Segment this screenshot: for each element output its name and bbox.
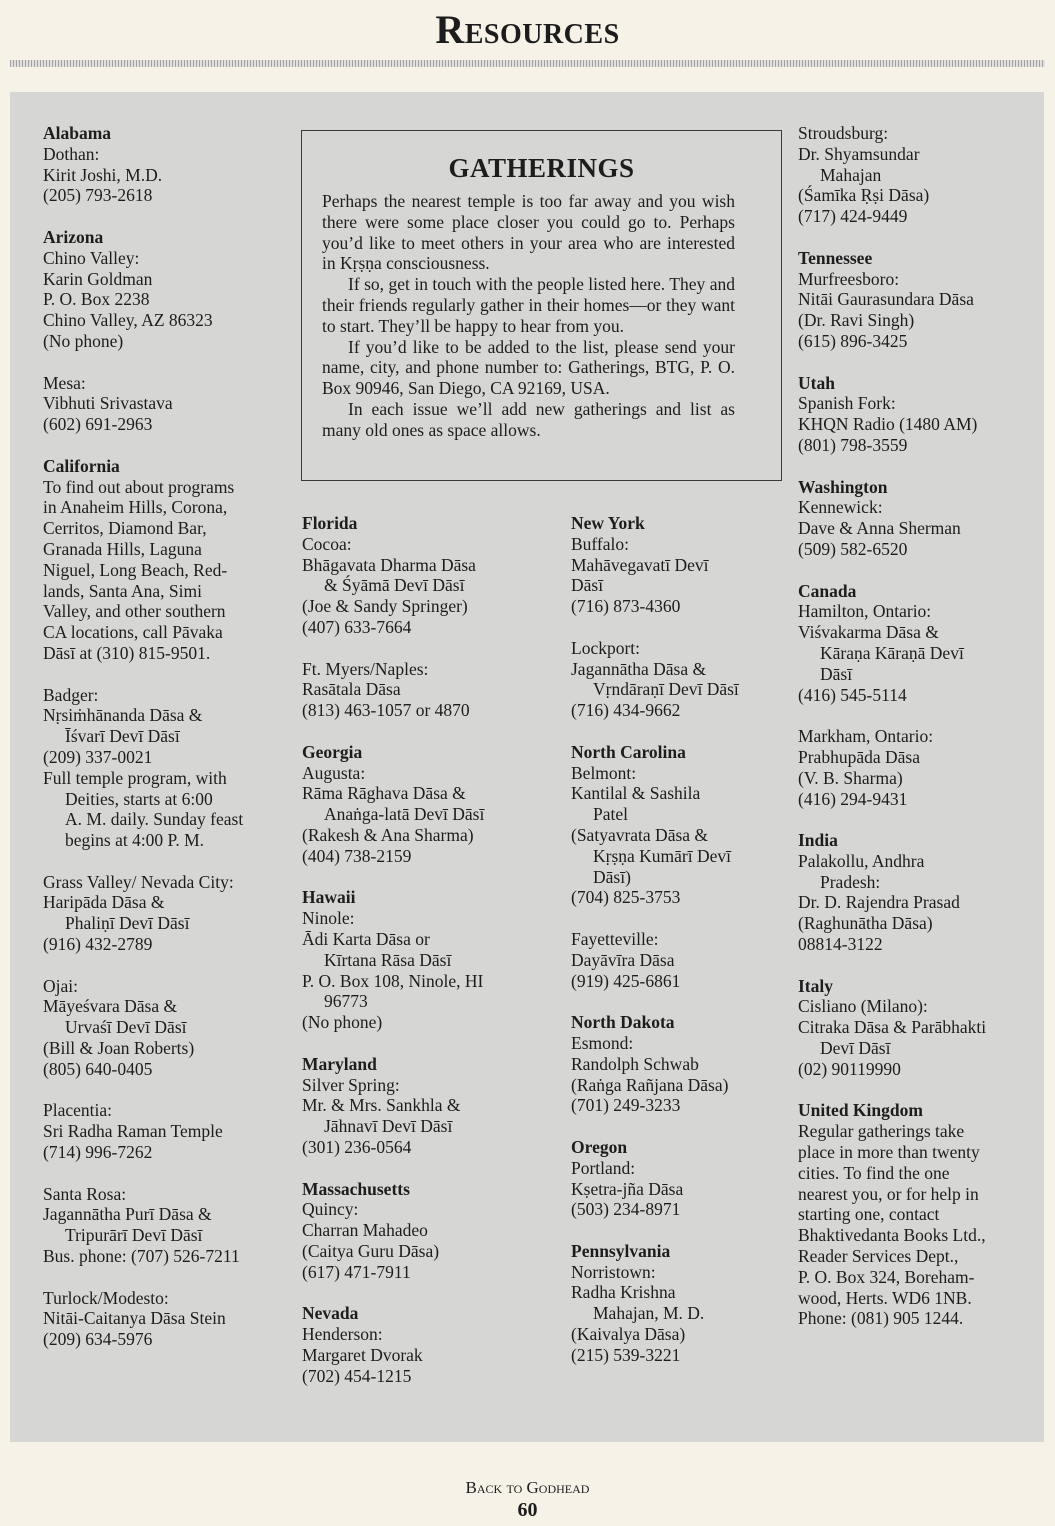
listing-line: Henderson: xyxy=(302,1324,383,1345)
listing-line: nearest you, or for help in xyxy=(798,1183,979,1204)
listing-line: Urvaśī Devī Dāsī xyxy=(65,1017,187,1038)
listing-entry xyxy=(571,513,781,617)
listing-entry xyxy=(43,872,283,955)
listing-line: (716) 873-4360 xyxy=(571,596,681,617)
listing-line: Dothan: xyxy=(43,143,100,164)
listing-line: Kṛṣṇa Kumārī Devī xyxy=(593,845,732,866)
listing-line: Nitāi Gaurasundara Dāsa xyxy=(798,289,974,310)
listing-entry xyxy=(571,929,781,991)
listing-line: Kṣetra-jña Dāsa xyxy=(571,1178,684,1199)
state-heading: Pennsylvania xyxy=(571,1240,671,1261)
listing-line: Charran Mahadeo xyxy=(302,1220,428,1241)
state-heading: United Kingdom xyxy=(798,1100,923,1121)
listing-line: 96773 xyxy=(324,991,368,1012)
listing-line: Kāraṇa Kāraṇā Devī xyxy=(820,642,964,663)
listing-entry xyxy=(43,456,283,664)
listing-line: (813) 463-1057 or 4870 xyxy=(302,700,470,721)
listing-line: (Satyavrata Dāsa & xyxy=(571,824,709,845)
listing-entry xyxy=(571,1137,781,1220)
listing-line: (717) 424-9449 xyxy=(798,206,908,227)
listing-entry xyxy=(798,581,1028,706)
listing-line: Māyeśvara Dāsa & xyxy=(43,996,178,1017)
listing-line: Valley, and other southern xyxy=(43,601,226,622)
gatherings-paragraph: In each issue we’ll add new gatherings and list as many old ones as space allows. xyxy=(322,398,735,440)
listing-line: Grass Valley/ Nevada City: xyxy=(43,871,234,892)
listing-line: Dr. D. Rajendra Prasad xyxy=(798,892,960,913)
state-heading: Oregon xyxy=(571,1136,628,1157)
listing-entry xyxy=(43,1288,283,1350)
listing-line: Regular gatherings take xyxy=(798,1121,965,1142)
listing-line: Granada Hills, Laguna xyxy=(43,538,202,559)
listing-line: Īśvarī Devī Dāsī xyxy=(65,726,180,747)
state-heading: Maryland xyxy=(302,1053,377,1074)
listing-line: (416) 294-9431 xyxy=(798,788,908,809)
listing-line: Esmond: xyxy=(571,1032,634,1053)
listing-line: Sri Radha Raman Temple xyxy=(43,1121,223,1142)
listing-line: Viśvakarma Dāsa & xyxy=(798,622,939,643)
listing-line: Haripāda Dāsa & xyxy=(43,892,165,913)
listing-line: KHQN Radio (1480 AM) xyxy=(798,414,978,435)
listing-line: lands, Santa Ana, Simi xyxy=(43,580,202,601)
listing-line: Vṛndāraṇī Devī Dāsī xyxy=(593,679,739,700)
listing-line: Vibhuti Srivastava xyxy=(43,393,173,414)
listing-line: Dave & Anna Sherman xyxy=(798,518,961,539)
listing-entry xyxy=(571,638,781,721)
listing-line: Margaret Dvorak xyxy=(302,1344,423,1365)
listing-line: Murfreesboro: xyxy=(798,268,900,289)
listing-line: Phone: (081) 905 1244. xyxy=(798,1308,964,1329)
listing-line: To find out about programs xyxy=(43,476,235,497)
listing-line: & Śyāmā Devī Dāsī xyxy=(324,575,465,596)
listing-line: Turlock/Modesto: xyxy=(43,1287,169,1308)
listing-line: Kennewick: xyxy=(798,497,883,518)
listing-line: (602) 691-2963 xyxy=(43,414,153,435)
listing-line: (805) 640-0405 xyxy=(43,1058,153,1079)
state-heading: Nevada xyxy=(302,1303,359,1324)
listing-line: P. O. Box 108, Ninole, HI xyxy=(302,970,484,991)
listing-line: (Kaivalya Dāsa) xyxy=(571,1324,686,1345)
listing-line: (No phone) xyxy=(302,1012,383,1033)
listing-line: wood, Herts. WD6 1NB. xyxy=(798,1287,972,1308)
listing-line: Chino Valley: xyxy=(43,247,140,268)
listing-line: Dāsī xyxy=(571,575,604,596)
listing-line: (V. B. Sharma) xyxy=(798,767,903,788)
listing-line: A. M. daily. Sunday feast xyxy=(65,809,244,830)
listing-line: Buffalo: xyxy=(571,533,630,554)
gatherings-paragraph: If you’d like to be added to the list, please send your name, city, and phone number to: Gatherings, BTG, P. O. Box 90946, San Diego, CA 92169, USA. xyxy=(322,336,735,399)
listing-entry xyxy=(43,227,283,352)
listing-line: (701) 249-3233 xyxy=(571,1095,681,1116)
state-heading: Tennessee xyxy=(798,247,873,268)
listing-line: (209) 337-0021 xyxy=(43,746,153,767)
listing-line: cities. To find the one xyxy=(798,1162,950,1183)
listing-entry xyxy=(571,1012,781,1116)
listing-entry xyxy=(302,513,552,638)
listing-line: Mr. & Mrs. Sankhla & xyxy=(302,1095,461,1116)
state-heading: Utah xyxy=(798,372,835,393)
listing-line: (617) 471-7911 xyxy=(302,1261,411,1282)
listing-entry xyxy=(798,477,1028,560)
listing-entry xyxy=(43,123,283,206)
listing-entry xyxy=(43,373,283,435)
listing-line: (Caitya Guru Dāsa) xyxy=(302,1240,440,1261)
listing-line: (704) 825-3753 xyxy=(571,887,681,908)
state-heading: North Carolina xyxy=(571,741,686,762)
listing-line: Augusta: xyxy=(302,762,366,783)
listing-line: Devī Dāsī xyxy=(820,1038,891,1059)
listing-entry xyxy=(798,248,1028,352)
listing-line: Belmont: xyxy=(571,762,637,783)
listing-line: (702) 454-1215 xyxy=(302,1365,412,1386)
listing-line: (209) 634-5976 xyxy=(43,1329,153,1350)
listing-line: Silver Spring: xyxy=(302,1074,400,1095)
listing-entry xyxy=(43,976,283,1080)
listing-column-3 xyxy=(571,513,781,1366)
listing-line: starting one, contact xyxy=(798,1204,940,1225)
listing-line: Kīrtana Rāsa Dāsī xyxy=(324,949,452,970)
listing-entry xyxy=(798,976,1028,1080)
listing-line: (215) 539-3221 xyxy=(571,1344,681,1365)
listing-line: (919) 425-6861 xyxy=(571,970,681,991)
listing-column-4 xyxy=(798,123,1028,1329)
listing-line: Radha Krishna xyxy=(571,1282,676,1303)
listing-line: Anaṅga-latā Devī Dāsī xyxy=(324,804,485,825)
state-heading: India xyxy=(798,830,838,851)
listing-entry xyxy=(302,742,552,867)
listing-entry xyxy=(571,1241,781,1366)
listing-line: Santa Rosa: xyxy=(43,1183,127,1204)
listing-entry xyxy=(571,742,781,908)
listing-line: Jāhnavī Devī Dāsī xyxy=(324,1116,453,1137)
listing-line: Patel xyxy=(593,804,628,825)
listing-entry xyxy=(43,685,283,851)
listing-line: (Raṅga Rañjana Dāsa) xyxy=(571,1074,729,1095)
listing-line: Fayetteville: xyxy=(571,928,659,949)
listing-column-2 xyxy=(302,513,552,1386)
listing-line: (714) 996-7262 xyxy=(43,1142,153,1163)
listing-line: Dāsī) xyxy=(593,866,631,887)
listing-line: 08814-3122 xyxy=(798,934,883,955)
listing-line: Reader Services Dept., xyxy=(798,1246,959,1267)
listing-line: Mesa: xyxy=(43,372,86,393)
listing-line: Hamilton, Ontario: xyxy=(798,601,932,622)
header-rule xyxy=(10,60,1045,67)
listing-line: Portland: xyxy=(571,1157,636,1178)
listing-line: Dayāvīra Dāsa xyxy=(571,949,675,970)
listing-line: (Śamīka Ṛṣi Dāsa) xyxy=(798,185,930,206)
listing-line: Cerritos, Diamond Bar, xyxy=(43,518,207,539)
listing-line: (02) 90119990 xyxy=(798,1058,901,1079)
gatherings-paragraph: If so, get in touch with the people listed here. They and their friends regularly gather in their homes—or they want to start. They’ll be happy to hear from you. xyxy=(322,274,735,336)
listing-line: Mahajan, M. D. xyxy=(593,1303,705,1324)
listing-line: Nṛsiṁhānanda Dāsa & xyxy=(43,705,203,726)
listing-line: Dāsī xyxy=(820,663,853,684)
listing-line: Mahāvegavatī Devī xyxy=(571,554,709,575)
gatherings-body xyxy=(322,191,735,441)
listing-entry xyxy=(43,1184,283,1267)
state-heading: California xyxy=(43,455,120,476)
listing-line: Nitāi-Caitanya Dāsa Stein xyxy=(43,1308,226,1329)
listing-line: Palakollu, Andhra xyxy=(798,850,925,871)
listing-line: Deities, starts at 6:00 xyxy=(65,788,213,809)
listing-line: P. O. Box 2238 xyxy=(43,289,150,310)
listing-line: Stroudsburg: xyxy=(798,123,889,143)
listing-entry xyxy=(798,1100,1028,1329)
listing-line: Spanish Fork: xyxy=(798,393,896,414)
listing-line: Cisliano (Milano): xyxy=(798,996,928,1017)
listing-entry xyxy=(302,1179,552,1283)
listing-line: Randolph Schwab xyxy=(571,1053,699,1074)
listing-line: (916) 432-2789 xyxy=(43,934,153,955)
gatherings-box xyxy=(301,130,782,481)
listing-entry xyxy=(302,1303,552,1386)
listing-line: (407) 633-7664 xyxy=(302,616,412,637)
state-heading: Washington xyxy=(798,476,888,497)
listing-line: Ninole: xyxy=(302,908,355,929)
listing-line: Ojai: xyxy=(43,975,78,996)
listing-line: (Raghunātha Dāsa) xyxy=(798,913,933,934)
state-heading: Florida xyxy=(302,513,358,533)
listing-line: Cocoa: xyxy=(302,533,352,554)
listing-line: (416) 545-5114 xyxy=(798,684,907,705)
state-heading: New York xyxy=(571,513,645,533)
listing-line: (Joe & Sandy Springer) xyxy=(302,596,468,617)
listing-line: Kantilal & Sashila xyxy=(571,783,701,804)
listing-line: (503) 234-8971 xyxy=(571,1199,681,1220)
page-number: 60 xyxy=(517,1499,538,1521)
listing-line: Jagannātha Purī Dāsa & xyxy=(43,1204,212,1225)
listing-line: Badger: xyxy=(43,684,99,705)
state-heading: Georgia xyxy=(302,741,363,762)
state-heading: Hawaii xyxy=(302,887,356,908)
listing-entry xyxy=(798,123,1028,227)
listing-line: Rasātala Dāsa xyxy=(302,679,401,700)
listing-line: (301) 236-0564 xyxy=(302,1136,412,1157)
state-heading: North Dakota xyxy=(571,1012,675,1033)
listing-line: Bhaktivedanta Books Ltd., xyxy=(798,1225,986,1246)
listing-line: place in more than twenty xyxy=(798,1142,980,1163)
listing-column-1 xyxy=(43,123,283,1350)
magazine-name: Back to Godhead xyxy=(465,1478,590,1497)
listing-line: Chino Valley, AZ 86323 xyxy=(43,310,213,331)
listing-line: (205) 793-2618 xyxy=(43,185,153,206)
listing-line: Niguel, Long Beach, Red- xyxy=(43,559,228,580)
listing-line: in Anaheim Hills, Corona, xyxy=(43,497,228,518)
state-heading: Arizona xyxy=(43,226,104,247)
listing-line: Placentia: xyxy=(43,1100,113,1121)
page-title: Resources xyxy=(435,7,620,52)
listing-line: Rāma Rāghava Dāsa & xyxy=(302,783,466,804)
listing-line: Full temple program, with xyxy=(43,767,227,788)
listing-line: Ādi Karta Dāsa or xyxy=(302,928,430,949)
listing-line: P. O. Box 324, Boreham- xyxy=(798,1266,975,1287)
listing-line: Karin Goldman xyxy=(43,268,153,289)
state-heading: Massachusetts xyxy=(302,1178,410,1199)
listing-line: Dr. Shyamsundar xyxy=(798,143,920,164)
state-heading: Italy xyxy=(798,975,833,996)
listing-entry xyxy=(798,726,1028,809)
listing-line: Mahajan xyxy=(820,164,882,185)
listing-entry xyxy=(302,659,552,721)
state-heading: Canada xyxy=(798,580,857,601)
listing-line: Phaliṇī Devī Dāsī xyxy=(65,913,190,934)
listing-line: Pradesh: xyxy=(820,871,881,892)
listing-line: Prabhupāda Dāsa xyxy=(798,746,920,767)
listing-entry xyxy=(302,887,552,1033)
listing-entry xyxy=(798,373,1028,456)
listing-line: Quincy: xyxy=(302,1199,359,1220)
listing-line: (Rakesh & Ana Sharma) xyxy=(302,824,474,845)
listing-line: Dāsī at (310) 815-9501. xyxy=(43,642,211,663)
listing-line: (615) 896-3425 xyxy=(798,330,908,351)
state-heading: Alabama xyxy=(43,123,112,143)
listing-line: (716) 434-9662 xyxy=(571,700,681,721)
listing-line: (Dr. Ravi Singh) xyxy=(798,310,915,331)
listing-entry xyxy=(43,1100,283,1162)
listing-line: Ft. Myers/Naples: xyxy=(302,658,429,679)
listing-line: Bhāgavata Dharma Dāsa xyxy=(302,554,476,575)
listing-line: (509) 582-6520 xyxy=(798,538,908,559)
listing-line: (801) 798-3559 xyxy=(798,434,908,455)
listing-line: (404) 738-2159 xyxy=(302,845,412,866)
listing-entry xyxy=(798,830,1028,955)
listing-line: Citraka Dāsa & Parābhakti xyxy=(798,1017,987,1038)
listing-line: Bus. phone: (707) 526-7211 xyxy=(43,1246,240,1267)
listing-line: Markham, Ontario: xyxy=(798,726,934,747)
listing-line: Tripurārī Devī Dāsī xyxy=(65,1225,203,1246)
listing-line: Jagannātha Dāsa & xyxy=(571,658,707,679)
gatherings-title: GATHERINGS xyxy=(448,153,635,183)
listing-line: begins at 4:00 P. M. xyxy=(65,830,205,851)
listing-line: (No phone) xyxy=(43,330,124,351)
listing-line: Lockport: xyxy=(571,637,641,658)
listing-line: Norristown: xyxy=(571,1261,656,1282)
listing-line: CA locations, call Pāvaka xyxy=(43,622,223,643)
gatherings-paragraph: Perhaps the nearest temple is too far away and you wish there were some place closer you could go to. Perhaps you’d like to meet others in your area who are interested in Kṛṣṇa consciousness. xyxy=(322,191,735,274)
listing-line: (Bill & Joan Roberts) xyxy=(43,1038,195,1059)
listing-line: Kirit Joshi, M.D. xyxy=(43,164,163,185)
listing-entry xyxy=(302,1054,552,1158)
